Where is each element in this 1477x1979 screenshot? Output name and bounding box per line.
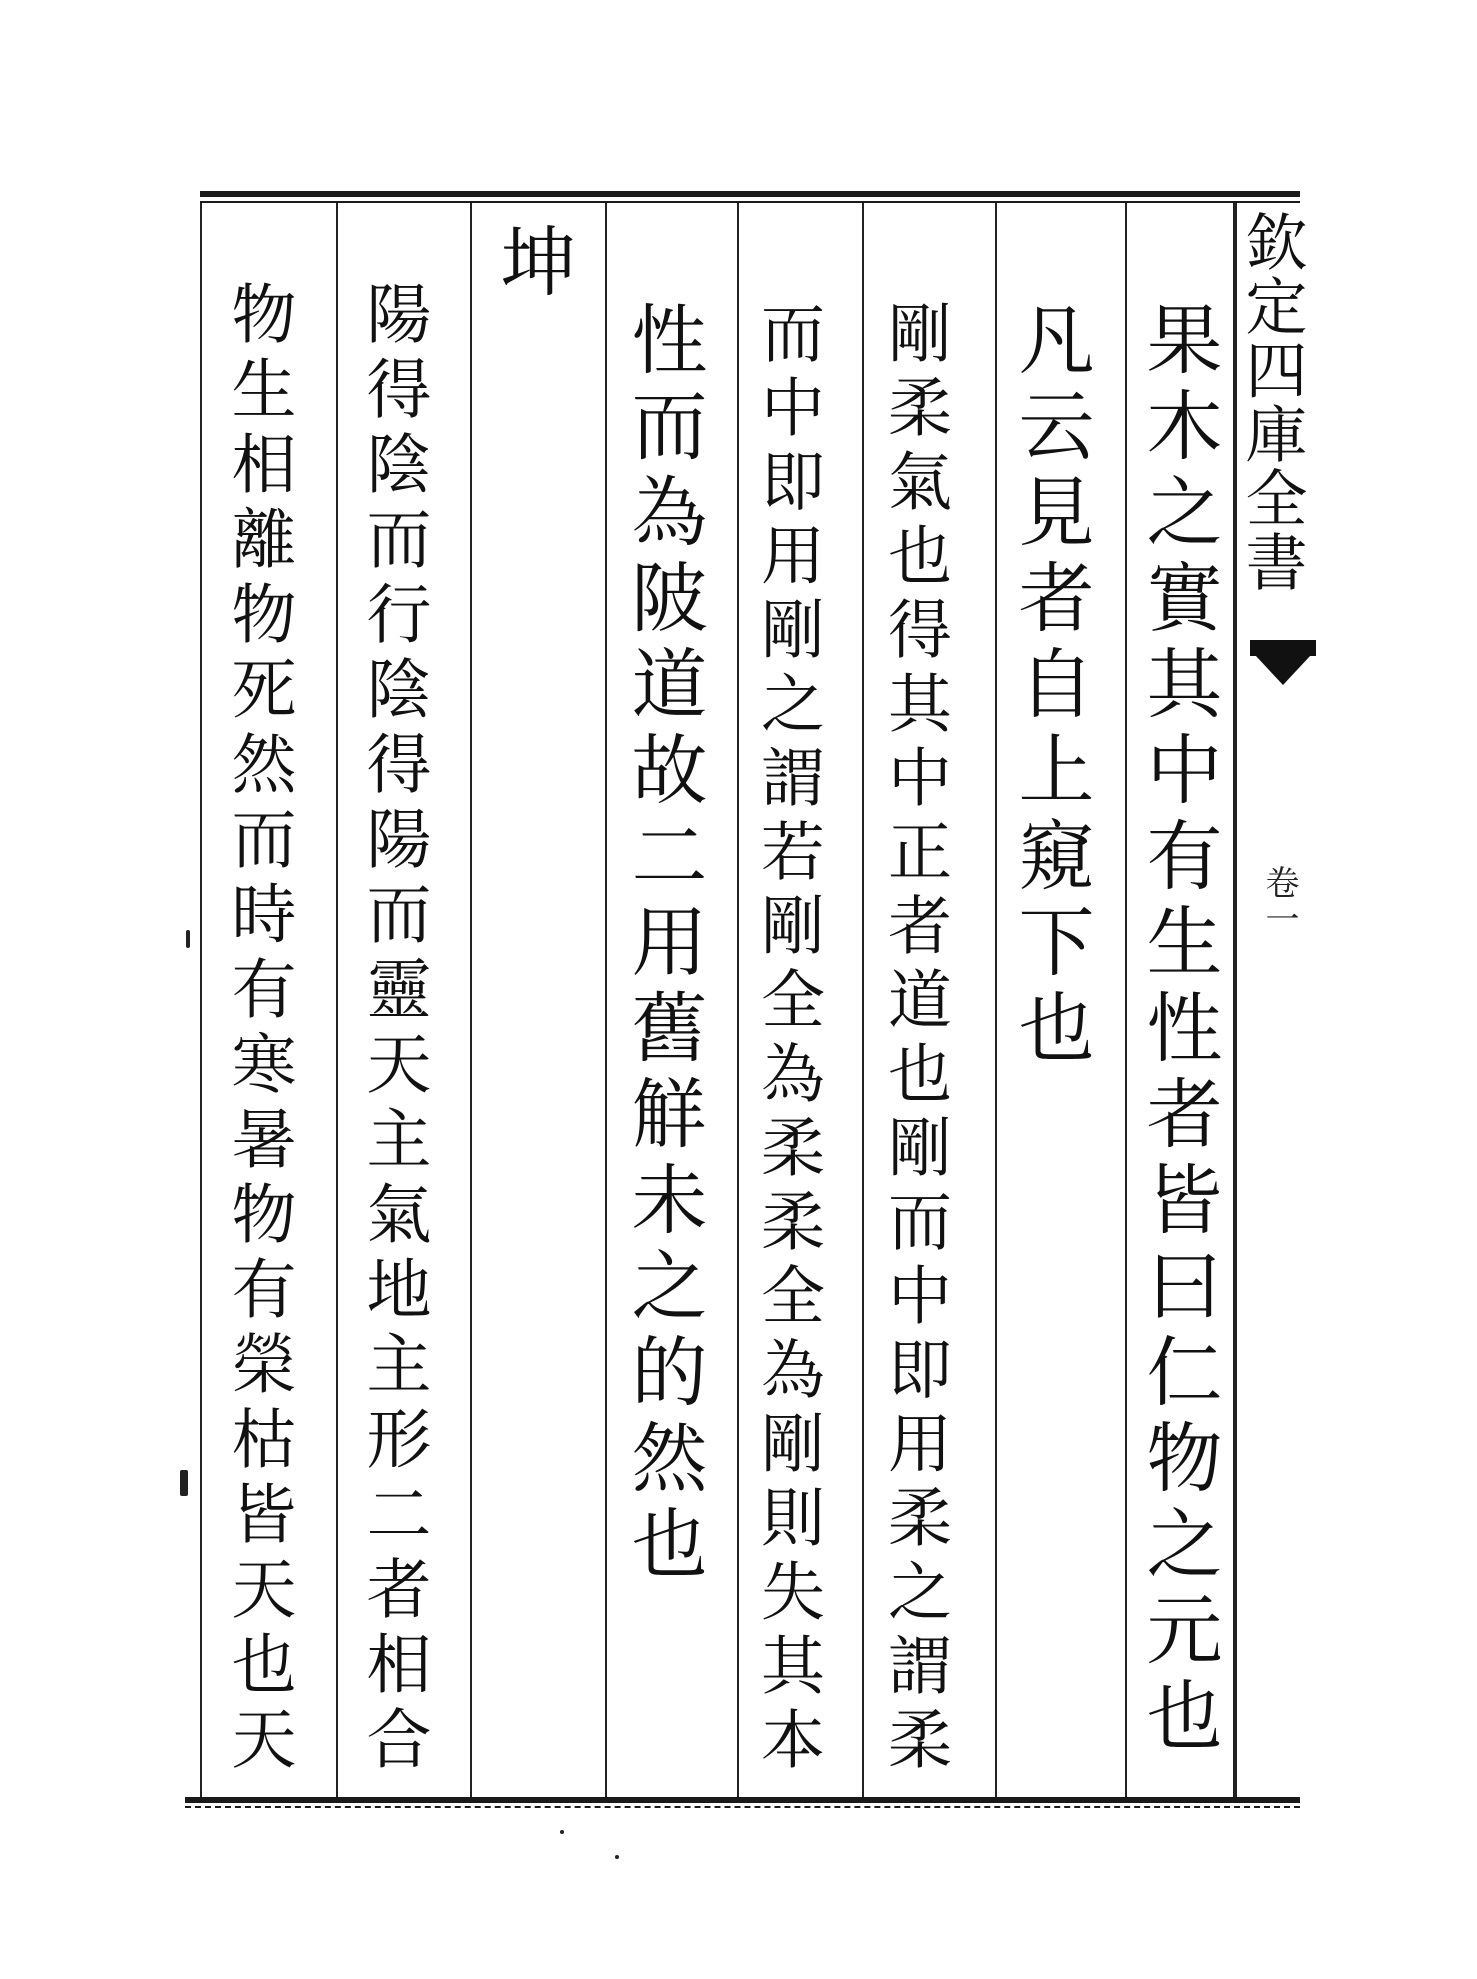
margin-juan-label: 卷一: [1259, 865, 1299, 937]
text-column-3: 剛柔氣也得其中正者道也剛而中即用柔之謂柔: [877, 300, 951, 1780]
section-heading-kun: 坤: [488, 222, 577, 308]
scan-speck: [615, 1855, 619, 1859]
bottom-border: [185, 1797, 1300, 1803]
column-divider: [862, 203, 864, 1797]
text-column-7: 物生相離物死然而時有寒暑物有榮枯皆天也天: [220, 280, 295, 1780]
text-column-1: 果木之實其中有生性者皆曰仁物之元也: [1134, 300, 1223, 1762]
fish-tail-mark-point: [1255, 655, 1311, 685]
column-divider: [737, 203, 739, 1797]
text-column-6: 陽得陰而行陰得陽而靈天主氣地主形二者相合: [355, 280, 430, 1780]
column-divider: [605, 203, 607, 1797]
scan-speck: [186, 930, 190, 948]
text-column-5: 性而為陂道故二用舊觧未之的然也: [619, 300, 708, 1590]
left-border: [200, 203, 202, 1797]
text-column-2: 凡云見者自上窺下也: [1006, 300, 1095, 1074]
scan-speck: [560, 1830, 564, 1834]
top-border: [200, 191, 1300, 197]
fish-tail-mark: [1250, 640, 1316, 656]
text-column-4: 而中即用剛之謂若剛全為柔柔全為剛則失其本: [750, 300, 824, 1780]
column-divider: [470, 203, 472, 1797]
bottom-border-inner: [185, 1806, 1300, 1808]
top-border-inner: [200, 201, 1300, 203]
scan-speck: [180, 1470, 188, 1496]
column-divider: [995, 203, 997, 1797]
column-divider: [336, 203, 338, 1797]
column-divider: [1125, 203, 1127, 1797]
margin-book-title: 欽定四庫全書: [1235, 210, 1308, 594]
